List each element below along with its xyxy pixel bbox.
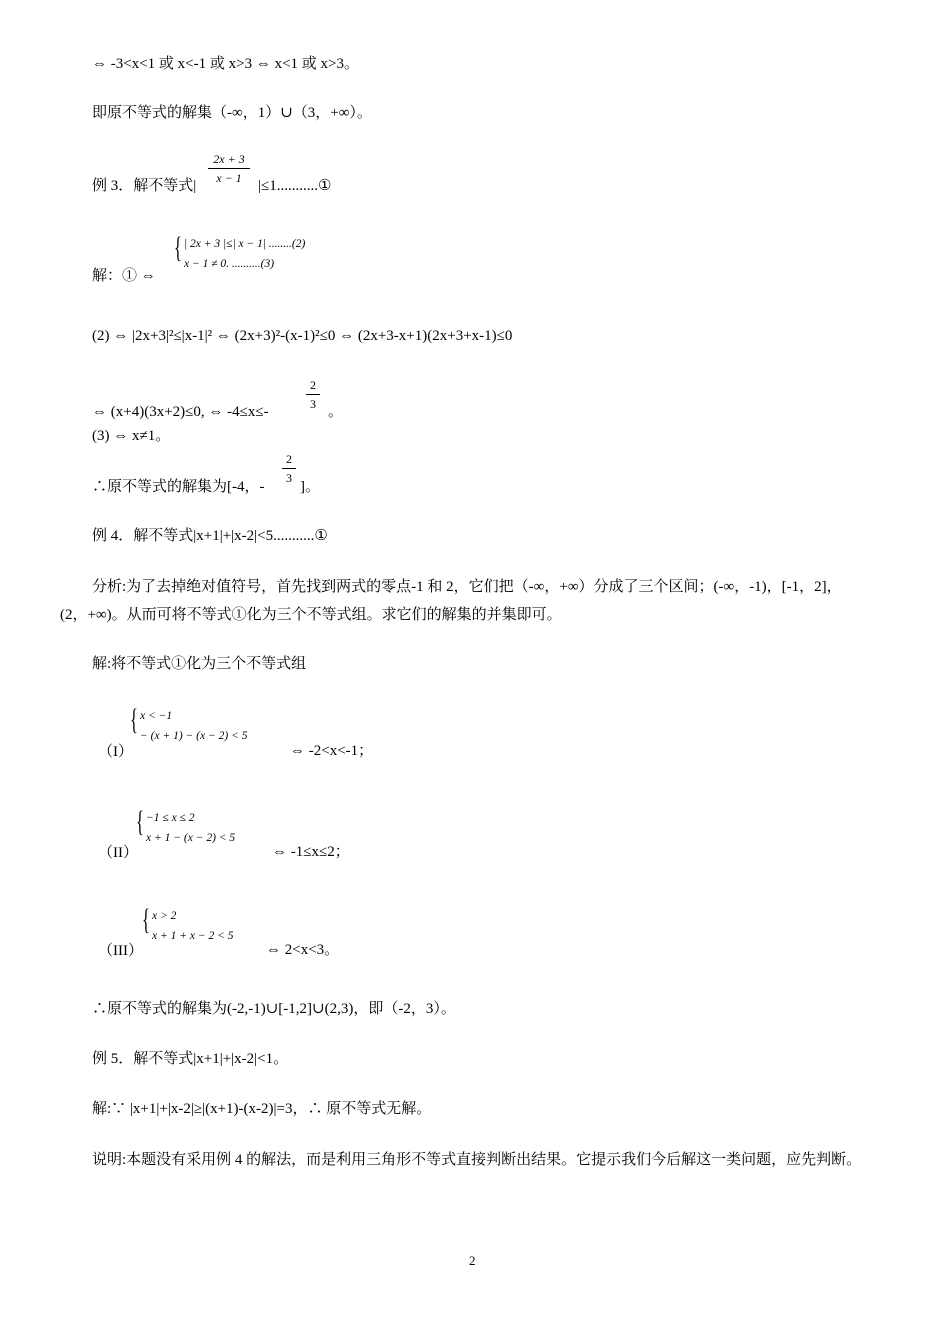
example-3-prefix: 例 3．解不等式| xyxy=(92,178,197,194)
case-2-row-2: x + 1 − (x − 2) < 5 xyxy=(146,832,236,844)
fraction-bar xyxy=(282,468,296,469)
case-2-row-1: −1 ≤ x ≤ 2 xyxy=(146,812,195,824)
example-3-suffix: |≤1...........① xyxy=(258,178,332,194)
case-2-label: （II） xyxy=(98,845,138,861)
fraction-numerator: 2 xyxy=(286,452,292,466)
remark-paragraph: 说明:本题没有采用例 4 的解法，而是利用三角形不等式直接判断出结果。它提示我们今后解这一类问题，应先判断。 xyxy=(92,1152,862,1168)
case-2-result: ⇔ -1≤x≤2； xyxy=(272,844,350,860)
case-3-row-2: x + 1 + x − 2 < 5 xyxy=(152,930,234,942)
fraction-numerator: 2 xyxy=(310,378,316,392)
fraction-bar xyxy=(306,394,320,395)
fraction-bar xyxy=(208,168,250,169)
solution-3-prefix: 解：① ⇔ xyxy=(92,268,156,284)
line-case-2b-suffix: 。 xyxy=(328,404,344,420)
brace-icon: { xyxy=(142,903,150,936)
solution-4: 解:将不等式①化为三个不等式组 xyxy=(92,656,307,672)
example-5: 例 5．解不等式|x+1|+|x-2|<1。 xyxy=(92,1051,289,1067)
case-3-label: （III） xyxy=(98,943,143,959)
line-solution-set: 即原不等式的解集（-∞，1）∪（3，+∞）。 xyxy=(92,105,372,121)
example-3-fraction xyxy=(208,152,250,185)
example-4: 例 4．解不等式|x+1|+|x-2|<5...........① xyxy=(92,528,328,544)
case-1-row-2: − (x + 1) − (x − 2) < 5 xyxy=(140,730,248,742)
case-1-result: ⇔ -2<x<-1； xyxy=(290,743,374,759)
fraction-numerator: 2x + 3 xyxy=(213,152,245,166)
answer-3-prefix: ∴原不等式的解集为[-4，- xyxy=(92,479,265,495)
brace-icon: { xyxy=(136,805,144,838)
brace-icon: { xyxy=(130,703,138,736)
fraction-two-thirds-a xyxy=(306,378,320,411)
case-3-result: ⇔ 2<x<3。 xyxy=(266,942,340,958)
answer-3-suffix: ]。 xyxy=(300,479,320,495)
fraction-denominator: 3 xyxy=(286,471,292,485)
case-1-row-1: x < −1 xyxy=(140,710,173,722)
line-equivalence: ⇔ -3<x<1 或 x<-1 或 x>3 ⇔ x<1 或 x>3。 xyxy=(92,56,359,72)
system-1-row-2: x − 1 ≠ 0. ..........(3) xyxy=(184,258,275,270)
fraction-two-thirds-b xyxy=(282,452,296,485)
answer-4: ∴原不等式的解集为(-2,-1)∪[-1,2]∪(2,3)，即（-2，3）。 xyxy=(92,1001,456,1017)
solution-5: 解:∵ |x+1|+|x-2|≥|(x+1)-(x-2)|=3，∴ 原不等式无解。 xyxy=(92,1101,432,1117)
fraction-denominator: x − 1 xyxy=(216,171,242,185)
analysis-paragraph: 分析:为了去掉绝对值符号，首先找到两式的零点-1 和 2，它们把（-∞，+∞）分成了三个区间；(-∞，-1)，[-1，2]，(2，+∞)。从而可将不等式①化为三个不等式组。求它们的解集的并集即可。 xyxy=(60,579,842,623)
brace-icon: { xyxy=(174,231,182,264)
line-case-2b-prefix: ⇔ (x+4)(3x+2)≤0, ⇔ -4≤x≤- xyxy=(92,404,269,420)
line-case-2: (2) ⇔ |2x+3|²≤|x-1|² ⇔ (2x+3)²-(x-1)²≤0 ⇔ (2x+3-x+1)(2x+3+x-1)≤0 xyxy=(92,328,513,344)
page-number: 2 xyxy=(469,1253,476,1268)
fraction-denominator: 3 xyxy=(310,397,316,411)
case-3-row-1: x > 2 xyxy=(152,910,177,922)
case-1-label: （I） xyxy=(98,744,133,760)
line-case-3: (3) ⇔ x≠1。 xyxy=(92,428,171,444)
system-1-row-1: | 2x + 3 |≤| x − 1| ........(2) xyxy=(184,238,306,250)
